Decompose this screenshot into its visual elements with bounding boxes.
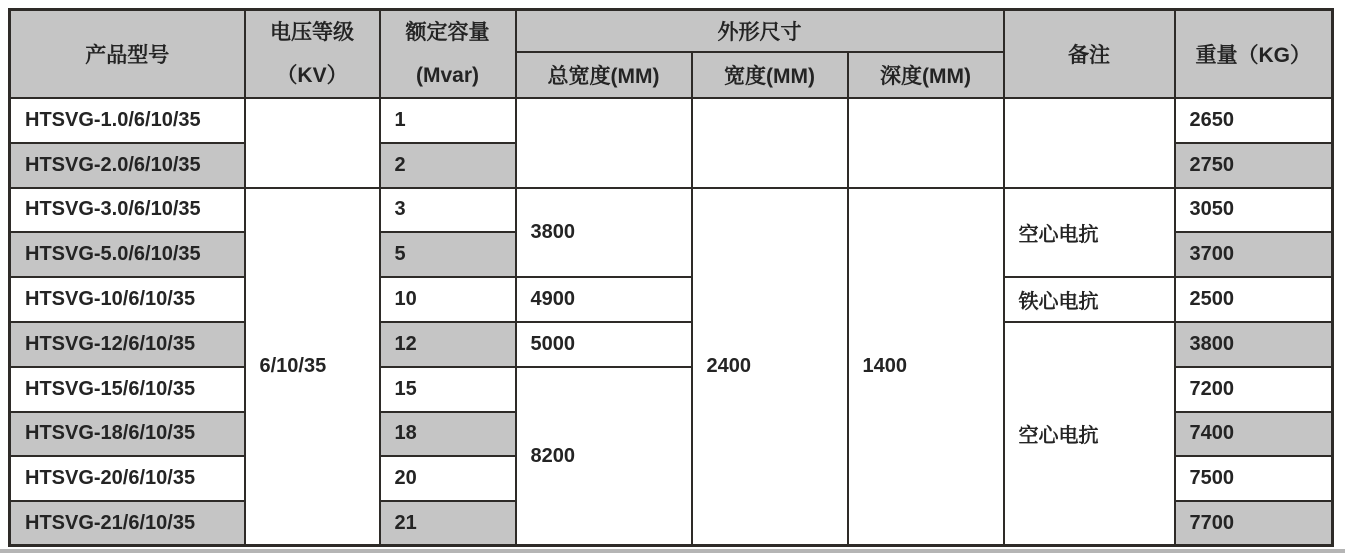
header-dimensions-group: 外形尺寸 <box>516 10 1004 53</box>
cell-total-width-merged: 8200 <box>516 367 692 546</box>
header-voltage-line2: （KV） <box>276 64 348 87</box>
cell-weight: 7200 <box>1175 367 1333 412</box>
cell-depth-empty <box>848 98 1004 188</box>
product-spec-table <box>8 8 1334 547</box>
cell-total-width: 3800 <box>516 188 692 278</box>
cell-total-width-empty <box>516 98 692 188</box>
cell-total-width: 4900 <box>516 277 692 322</box>
cell-depth-merged: 1400 <box>848 188 1004 546</box>
cell-model: HTSVG-5.0/6/10/35 <box>10 232 245 277</box>
cell-total-width: 5000 <box>516 322 692 367</box>
cell-model: HTSVG-1.0/6/10/35 <box>10 98 245 143</box>
cell-model: HTSVG-12/6/10/35 <box>10 322 245 367</box>
header-capacity-line2: (Mvar) <box>415 64 479 87</box>
cell-voltage-empty <box>245 98 380 188</box>
header-total-width: 总宽度(MM) <box>516 52 692 98</box>
cell-weight: 2500 <box>1175 277 1333 322</box>
cell-model: HTSVG-15/6/10/35 <box>10 367 245 412</box>
header-width: 宽度(MM) <box>692 52 848 98</box>
table-row <box>10 98 1333 143</box>
header-capacity <box>380 10 516 99</box>
header-voltage-line1: 电压等级 <box>270 21 354 44</box>
cell-weight: 7400 <box>1175 412 1333 457</box>
cell-weight: 2650 <box>1175 98 1333 143</box>
cell-remark-merged: 空心电抗 <box>1004 322 1175 546</box>
header-product-model: 产品型号 <box>10 10 245 99</box>
cell-weight: 3700 <box>1175 232 1333 277</box>
cell-capacity: 15 <box>380 367 516 412</box>
cell-model: HTSVG-10/6/10/35 <box>10 277 245 322</box>
cell-model: HTSVG-3.0/6/10/35 <box>10 188 245 233</box>
table-row <box>10 188 1333 233</box>
cell-remark: 空心电抗 <box>1004 188 1175 278</box>
cell-capacity: 12 <box>380 322 516 367</box>
cell-remark: 铁心电抗 <box>1004 277 1175 322</box>
cell-capacity: 1 <box>380 98 516 143</box>
cell-weight: 7700 <box>1175 501 1333 546</box>
header-capacity-line1: 额定容量 <box>405 21 490 44</box>
cell-model: HTSVG-18/6/10/35 <box>10 412 245 457</box>
header-weight: 重量（KG） <box>1175 10 1333 99</box>
table-row <box>10 277 1333 322</box>
header-depth: 深度(MM) <box>848 52 1004 98</box>
cell-weight: 3050 <box>1175 188 1333 233</box>
cell-capacity: 10 <box>380 277 516 322</box>
cell-capacity: 2 <box>380 143 516 188</box>
cell-capacity: 18 <box>380 412 516 457</box>
cell-voltage-merged: 6/10/35 <box>245 188 380 546</box>
cell-capacity: 20 <box>380 456 516 501</box>
table-row <box>10 322 1333 367</box>
cell-capacity: 3 <box>380 188 516 233</box>
cell-width-empty <box>692 98 848 188</box>
cell-weight: 7500 <box>1175 456 1333 501</box>
page-divider-rule <box>0 549 1345 553</box>
cell-weight: 2750 <box>1175 143 1333 188</box>
header-row-1 <box>10 10 1333 53</box>
cell-model: HTSVG-21/6/10/35 <box>10 501 245 546</box>
header-remarks: 备注 <box>1004 10 1175 99</box>
cell-capacity: 5 <box>380 232 516 277</box>
cell-model: HTSVG-2.0/6/10/35 <box>10 143 245 188</box>
cell-width-merged: 2400 <box>692 188 848 546</box>
cell-capacity: 21 <box>380 501 516 546</box>
cell-model: HTSVG-20/6/10/35 <box>10 456 245 501</box>
header-voltage <box>245 10 380 99</box>
cell-remark-empty <box>1004 98 1175 188</box>
cell-weight: 3800 <box>1175 322 1333 367</box>
